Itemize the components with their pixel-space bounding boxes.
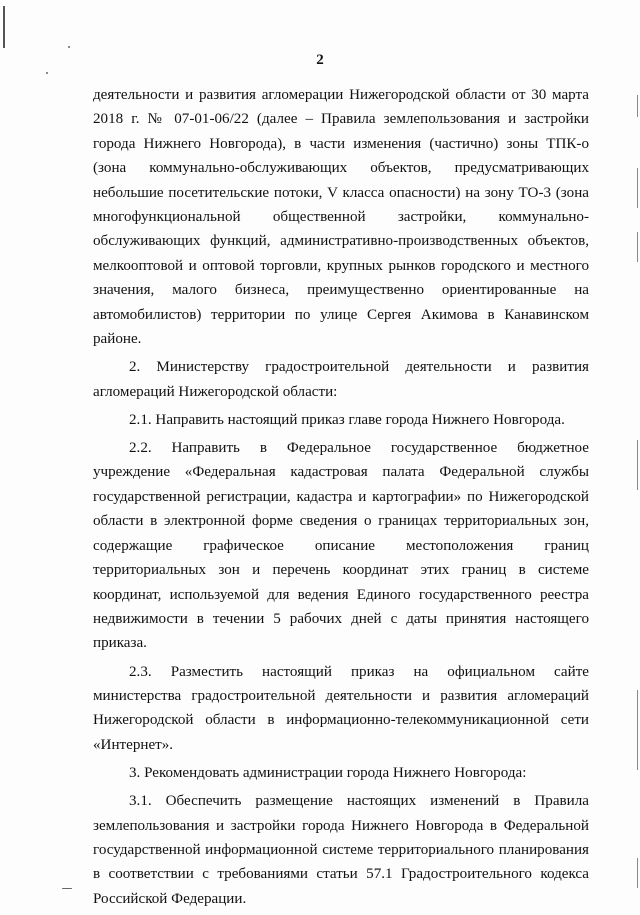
scan-edge-mark (637, 168, 638, 208)
scan-speck (62, 888, 72, 889)
scan-edge-mark (637, 440, 638, 490)
paragraph-continuation: деятельности и развития агломерации Нижегородской области от 30 марта 2018 г. № 07-01-06/22 (далее – Правила землепользования и застройки города Нижнего Новгорода), в части изменения (частично) зоны ТПК-о (зона коммунально-обслуживающих объектов, предусматривающих небольшие посетительские потоки, V класса опасности) на зону ТО-3 (зона многофункциональной общественной застройки, коммунально-обслуживающих функций, административно-производственных объектов, мелкооптовой и оптовой торговли, крупных рынков городского и местного значения, малого бизнеса, преимущественно ориентированные на автомобилистов) территории по улице Сергея Акимова в Канавинском районе. (93, 87, 589, 348)
scan-edge-mark (637, 690, 638, 770)
scan-speck (46, 72, 48, 74)
paragraph-item-2-2: 2.2. Направить в Федеральное государственное бюджетное учреждение «Федеральная кадастровая палата Федеральной службы государственной регистрации, кадастра и картографии» по Нижегородской области в электронной форме сведения о границах территориальных зон, содержащие графическое описание местоположения границ территориальных зон и перечень координат этих границ в системе координат, используемой для ведения Единого государственного реестра недвижимости в течении 5 рабочих дней с даты принятия настоящего приказа. (93, 440, 589, 652)
paragraph-item-3-1: 3.1. Обеспечить размещение настоящих изменений в Правила землепользования и застройки города Нижнего Новгорода в Федеральной государственной информационной системе территориального планирования в соответствии с требованиями статьи 57.1 Градостроительного кодекса Российской Федерации. (93, 793, 589, 907)
scan-edge-mark (3, 6, 5, 48)
paragraph-item-3: 3. Рекомендовать администрации города Нижнего Новгорода: (129, 764, 527, 781)
paragraph-item-2: 2. Министерству градостроительной деятельности и развития агломераций Нижегородской области: (93, 359, 589, 400)
scan-edge-mark (637, 95, 638, 117)
scan-edge-mark (637, 232, 638, 262)
scan-speck (68, 46, 70, 48)
paragraph-item-2-3: 2.3. Разместить настоящий приказ на официальном сайте министерства градостроительной деятельности и развития агломераций Нижегородской области в информационно-телекоммуникационной сети «Интернет». (93, 663, 589, 753)
document-body (93, 83, 589, 915)
paragraph-item-2-1: 2.1. Направить настоящий приказ главе города Нижнего Новгорода. (129, 411, 565, 428)
scan-edge-mark (637, 858, 638, 888)
page-number: 2 (316, 52, 324, 68)
